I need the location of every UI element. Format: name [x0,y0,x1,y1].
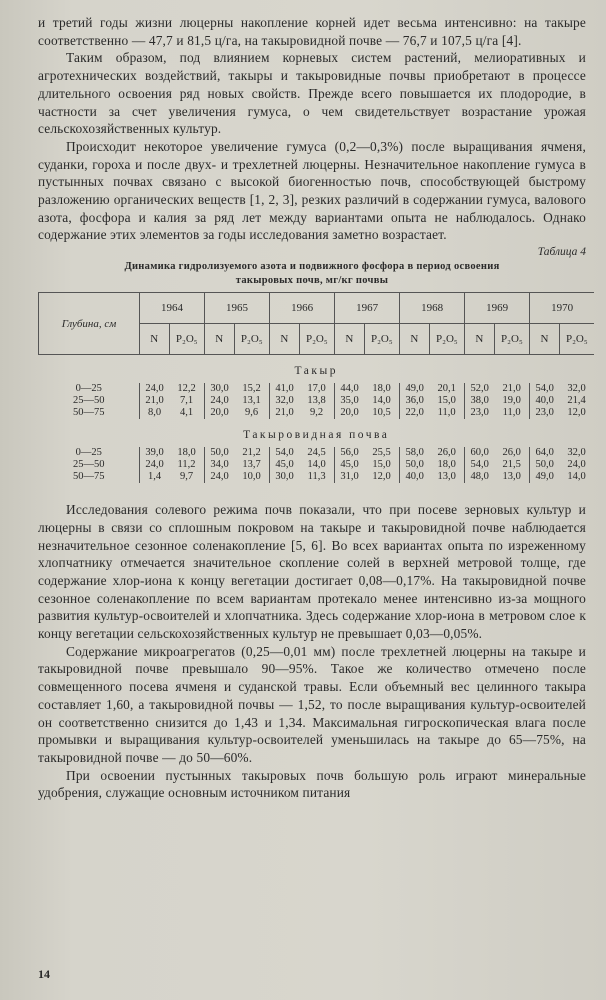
n-value-cell: 41,0 [270,383,300,395]
paragraph: Содержание микроагрегатов (0,25—0,01 мм) после трехлетней люцерны на такыре и такыровидной почве превышало 90—95%. Такое же количество отмечено после совмещенного посева ячменя и суданской травы. Если объемный вес целинного такыра составляет 1,60, а такыровидной почвы — 1,52, то после выращивания культур-освоителей он соответственно снизится до 1,43 и 1,34. Максимальная гигроскопическая влага после промывки и выращивания культур-освоителей уменьшилась на такыре до 65—75%, на такыровидной почве — до 50—60%. [38,643,586,765]
table-title-line-1: Динамика гидролизуемого азота и подвижного фосфора в период освоения [124,261,500,273]
p2o5-value-cell: 9,7 [179,471,194,483]
p2o5-value-cell: 13,8 [307,395,326,407]
n-value-cell: 34,0 [205,459,235,471]
p2o5-value-cell: 11,2 [177,459,196,471]
p2o5-header: P₂O₅ [494,324,530,355]
p2o5-value-cell: 20,1 [437,383,456,395]
p2o5-value-cell: 18,0 [372,383,391,395]
n-value-cell: 50,0 [205,447,235,459]
n-value-cell: 30,0 [270,471,300,483]
n-value-cell: 49,0 [530,471,560,483]
n-value-cell: 24,0 [140,459,170,471]
n-value-cell: 1,4 [140,471,170,483]
table-row [39,459,595,471]
n-value-cell: 8,0 [140,407,170,419]
p2o5-header: P₂O₅ [559,324,594,355]
n-header: N [140,324,170,355]
p2o5-value-cell: 18,0 [437,459,456,471]
p2o5-value-cell: 21,0 [502,383,521,395]
n-value-cell: 45,0 [270,459,300,471]
p2o5-value-cell: 12,0 [567,407,586,419]
p2o5-value-cell: 24,0 [567,459,586,471]
paragraph: Исследования солевого режима почв показали, что при посеве зерновых культур и люцерны в связи со сплошным покровом на такыре и такыровидной почве наблюдается незначительное сезонное соленакопление [5, 6]. Во всех вариантах опыта по изреженному хлопчатнику отмечается значительное скопление солей в верхней метровой толще, где содержание хлор-иона к концу вегетации достигает 0,08—0,17%. На такыровидной почве сезонное соленакопление по всем вариантам протекало менее интенсивно из-за мощного развития культур-освоителей и хлопчатника. Здесь содержание хлор-иона в метровом слое к концу вегетации сельскохозяйственных культур не превышает 0,03—0,05%. [38,502,586,642]
p2o5-value-cell: 11,3 [307,471,326,483]
paragraph: При освоении пустынных такыровых почв большую роль играют минеральные удобрения, служащие основным источником питания [38,767,586,801]
n-value-cell: 24,0 [205,471,235,483]
n-value-cell: 54,0 [270,447,300,459]
n-value-cell: 40,0 [400,471,430,483]
p2o5-value-cell: 15,2 [242,383,261,395]
table-row [39,407,595,419]
depth-cell: 0—25 [75,447,102,459]
n-value-cell: 54,0 [530,383,560,395]
page-number: 14 [38,967,50,981]
p2o5-value-cell: 21,5 [502,459,521,471]
p2o5-value-cell: 10,5 [372,407,391,419]
table-row [39,447,595,459]
p2o5-value-cell: 21,2 [242,447,261,459]
n-value-cell: 45,0 [335,459,365,471]
year-header: 1969 [465,293,530,324]
year-header: 1965 [205,293,270,324]
n-value-cell: 50,0 [530,459,560,471]
year-header: 1967 [335,293,400,324]
n-value-cell: 35,0 [335,395,365,407]
p2o5-header: P₂O₅ [364,324,400,355]
p2o5-value-cell: 10,0 [242,471,261,483]
depth-cell: 0—25 [75,383,102,395]
n-value-cell: 44,0 [335,383,365,395]
p2o5-value-cell: 7,1 [179,395,194,407]
n-value-cell: 64,0 [530,447,560,459]
p2o5-value-cell: 15,0 [437,395,456,407]
p2o5-value-cell: 13,0 [437,471,456,483]
p2o5-value-cell: 19,0 [502,395,521,407]
p2o5-value-cell: 26,0 [502,447,521,459]
n-value-cell: 48,0 [465,471,495,483]
n-value-cell: 22,0 [400,407,430,419]
n-value-cell: 40,0 [530,395,560,407]
depth-cell: 50—75 [73,407,105,419]
p2o5-value-cell: 32,0 [567,447,586,459]
depth-column-header: Глубина, см [39,293,140,355]
n-value-cell: 58,0 [400,447,430,459]
p2o5-value-cell: 17,0 [307,383,326,395]
n-header: N [465,324,495,355]
n-header: N [530,324,560,355]
n-value-cell: 49,0 [400,383,430,395]
n-value-cell: 52,0 [465,383,495,395]
p2o5-value-cell: 9,6 [244,407,259,419]
p2o5-header: P₂O₅ [429,324,465,355]
p2o5-value-cell: 11,0 [437,407,456,419]
data-table [38,292,594,483]
depth-cell: 50—75 [73,471,105,483]
p2o5-value-cell: 14,0 [307,459,326,471]
n-value-cell: 24,0 [205,395,235,407]
p2o5-header: P₂O₅ [169,324,205,355]
n-header: N [270,324,300,355]
p2o5-value-cell: 32,0 [567,383,586,395]
paragraph: и третий годы жизни люцерны накопление корней идет весьма интенсивно: на такыре соответственно — 47,7 и 81,5 ц/га, на такыровидной почве — 76,7 и 107,5 ц/га [4]. [38,15,586,48]
p2o5-value-cell: 9,2 [310,407,324,419]
table-number: Таблица 4 [537,246,586,259]
p2o5-value-cell: 26,0 [437,447,456,459]
n-value-cell: 56,0 [335,447,365,459]
n-value-cell: 36,0 [400,395,430,407]
p2o5-value-cell: 4,1 [179,407,194,419]
paragraph: Таким образом, под влиянием корневых систем растений, мелиоративных и агротехнических воздействий, такыры и такыровидные почвы приобретают в процессе длительного освоения ряд новых свойств. Прежде всего повышается их плодородие, в частности за счет увеличения гумуса, о чем свидетельствует возрастание урожая сельскохозяйственных культур. [38,50,586,137]
n-header: N [400,324,430,355]
table-section-heading: Такыр [294,365,338,378]
p2o5-value-cell: 14,0 [567,471,586,483]
n-value-cell: 23,0 [465,407,495,419]
n-value-cell: 20,0 [205,407,235,419]
top-text [38,14,586,244]
n-value-cell: 24,0 [140,383,170,395]
p2o5-value-cell: 21,4 [567,395,586,407]
n-value-cell: 23,0 [530,407,560,419]
n-value-cell: 60,0 [465,447,495,459]
n-value-cell: 31,0 [335,471,365,483]
n-value-cell: 50,0 [400,459,430,471]
p2o5-value-cell: 12,2 [177,383,196,395]
p2o5-value-cell: 12,0 [372,471,391,483]
n-value-cell: 39,0 [140,447,170,459]
n-header: N [205,324,235,355]
p2o5-value-cell: 15,0 [372,459,391,471]
year-header: 1964 [140,293,205,324]
p2o5-value-cell: 13,0 [502,471,521,483]
n-value-cell: 38,0 [465,395,495,407]
p2o5-value-cell: 13,7 [242,459,261,471]
p2o5-value-cell: 14,0 [372,395,391,407]
paragraph: Происходит некоторое увеличение гумуса (0,2—0,3%) после выращивания ячменя, суданки, гороха и после двух- и трехлетней люцерны. Незначительное накопление гумуса в пустынных почвах связано с высокой биогенностью почв, способствующей быстрому разложению органических веществ [1, 2, 3], резких различий в содержании гумуса, валового азота, фосфора и калия за ряд лет между вариантами опыта не наблюдалось. Однако содержание этих элементов за годы исследования заметно возрастает. [38,138,586,243]
p2o5-value-cell: 25,5 [372,447,391,459]
year-header: 1968 [400,293,465,324]
year-header: 1970 [530,293,594,324]
n-value-cell: 21,0 [270,407,300,419]
p2o5-value-cell: 11,0 [502,407,521,419]
n-header: N [335,324,365,355]
n-value-cell: 54,0 [465,459,495,471]
table-row [39,471,595,483]
year-header: 1966 [270,293,335,324]
depth-cell: 25—50 [73,395,105,407]
table-section-heading: Такыровидная почва [243,429,390,442]
table-row [39,395,595,407]
p2o5-value-cell: 24,5 [307,447,326,459]
depth-cell: 25—50 [73,459,105,471]
n-value-cell: 32,0 [270,395,300,407]
p2o5-value-cell: 13,1 [242,395,261,407]
table-row [39,383,595,395]
table-title-line-2: такыровых почв, мг/кг почвы [235,275,389,287]
n-value-cell: 30,0 [205,383,235,395]
n-value-cell: 20,0 [335,407,365,419]
p2o5-header: P₂O₅ [299,324,335,355]
p2o5-value-cell: 18,0 [177,447,196,459]
n-value-cell: 21,0 [140,395,170,407]
p2o5-header: P₂O₅ [234,324,270,355]
bottom-text [38,501,586,802]
